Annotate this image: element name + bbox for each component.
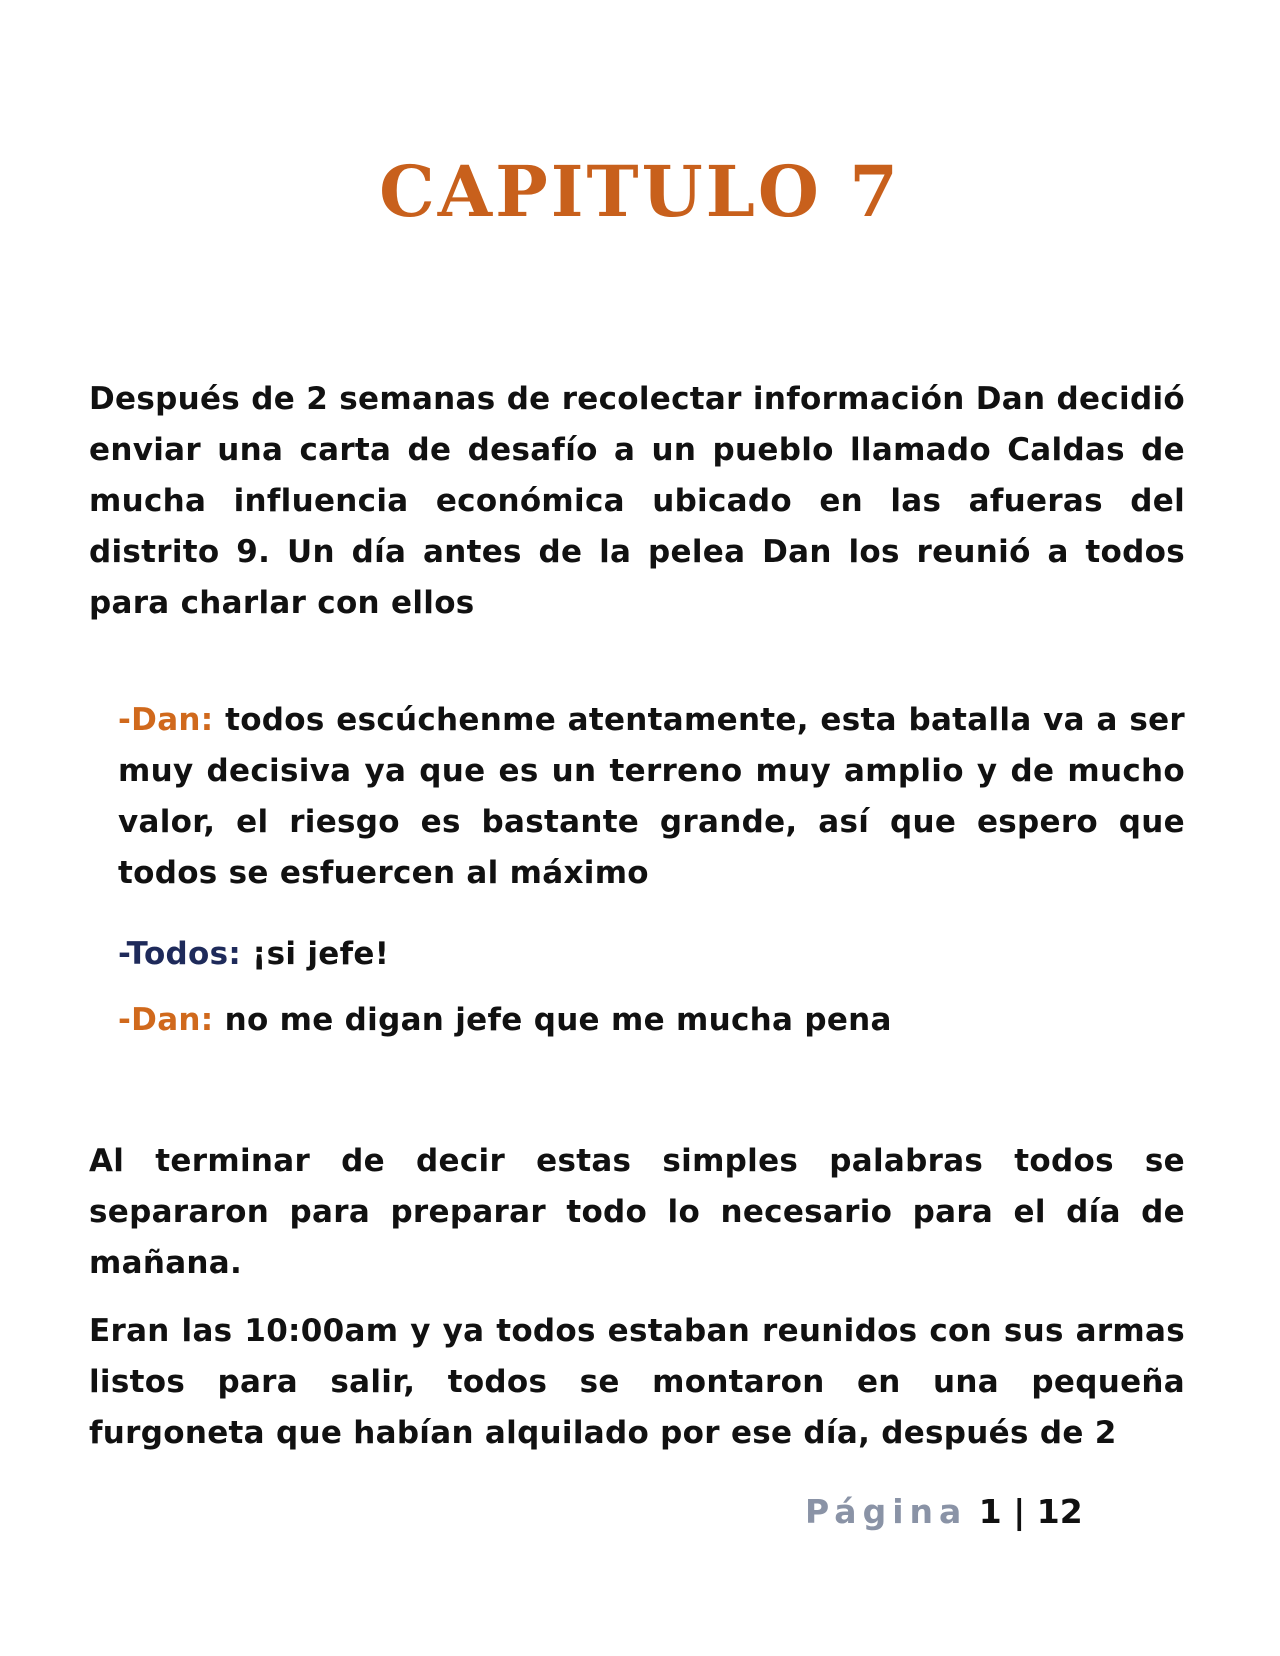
page-total: 12 <box>1036 1492 1083 1531</box>
paragraph-departure: Eran las 10:00am y ya todos estaban reunidos con sus armas listos para salir, todos se montaron en una pequeña furgoneta que habían alquilado por ese día, después de 2 <box>89 1313 1185 1451</box>
speaker-label-dan: -Dan: <box>118 702 214 738</box>
page-label: Página <box>805 1492 968 1531</box>
speaker-label-todos: -Todos: <box>118 936 242 972</box>
paragraph-intro: Después de 2 semanas de recolectar información Dan decidió enviar una carta de desafío a un pueblo llamado Caldas de mucha influencia económica ubicado en las afueras del distrito 9. Un día antes de la pelea Dan los reunió a todos para charlar con ellos <box>89 381 1185 621</box>
page-footer <box>805 1492 1083 1531</box>
dialogue-line <box>118 929 1185 980</box>
page-number: 1 <box>978 1492 1002 1531</box>
dialogue-text: todos escúchenme atentamente, esta batalla va a ser muy decisiva ya que es un terreno muy amplio y de mucho valor, el riesgo es bastante grande, así que espero que todos se esfuercen al máximo <box>118 702 1185 891</box>
page-separator: | <box>1013 1492 1026 1531</box>
dialogue-text: no me digan jefe que me mucha pena <box>224 1002 892 1038</box>
speaker-label-dan: -Dan: <box>118 1002 214 1038</box>
dialogue-text: ¡si jefe! <box>252 936 390 972</box>
dialogue-line <box>118 695 1185 899</box>
paragraph-separation: Al terminar de decir estas simples palabras todos se separaron para preparar todo lo necesario para el día de mañana. <box>89 1143 1185 1281</box>
dialogue-line <box>118 995 1185 1046</box>
chapter-title: CAPITULO 7 <box>379 150 901 233</box>
